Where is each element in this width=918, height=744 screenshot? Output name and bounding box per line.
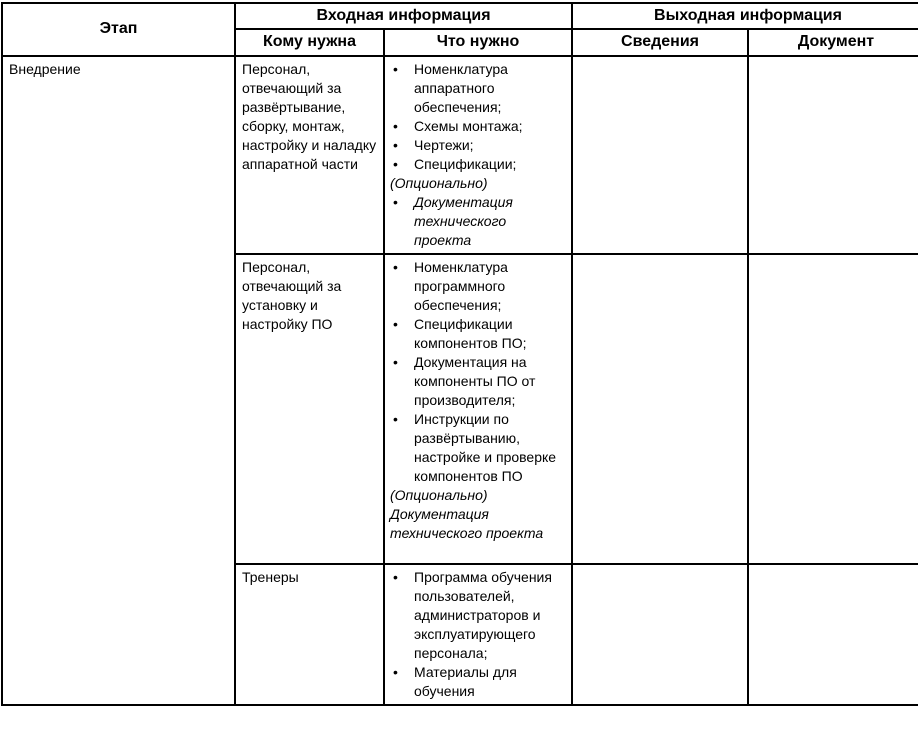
note-line [390, 505, 565, 543]
bullet-icon: • [393, 664, 398, 680]
list-item-text: Чертежи; [414, 137, 474, 153]
dokument-cell-software [748, 254, 918, 564]
what-cell-software [384, 254, 572, 564]
list-item-text: Документация на компоненты ПО от производителя; [414, 354, 536, 408]
what-cell-hardware [384, 56, 572, 254]
bullet-icon: • [393, 411, 398, 427]
list-item-text: Инструкции по развёртыванию, настройке и проверке компонентов ПО [414, 411, 557, 484]
who-cell-hardware: Персонал, отвечающий за развёртывание, сборку, монтаж, настройку и наладку аппаратной части [235, 56, 384, 254]
bullet-item [390, 117, 565, 136]
list-item-text: Документация технического проекта [390, 506, 544, 541]
bullet-icon: • [393, 316, 398, 332]
list-item-text: (Опционально) [390, 175, 488, 191]
bullet-icon: • [393, 61, 398, 77]
list-item-text: Программа обучения пользователей, администраторов и эксплуатирующего персонала; [414, 569, 552, 661]
header-output-dokument: Документ [748, 29, 918, 56]
header-stage: Этап [2, 3, 235, 56]
who-cell-trainers: Тренеры [235, 564, 384, 705]
bullet-item [390, 315, 565, 353]
header-row-groups [2, 3, 918, 29]
list-item-text: Спецификации компонентов ПО; [414, 316, 527, 351]
note-line [390, 174, 565, 193]
svedeniya-cell-hardware [572, 56, 748, 254]
bullet-list-software [390, 258, 565, 543]
list-item-text: Номенклатура аппаратного обеспечения; [414, 61, 508, 115]
bullet-icon: • [393, 118, 398, 134]
bullet-item [390, 60, 565, 117]
list-item-text: Номенклатура программного обеспечения; [414, 259, 508, 313]
bullet-item [390, 663, 565, 701]
bullet-item [390, 353, 565, 410]
bullet-item [390, 568, 565, 663]
list-item-text: Документация технического проекта [414, 194, 513, 248]
dokument-cell-trainers [748, 564, 918, 705]
bullet-list-hardware [390, 60, 565, 250]
bullet-item [390, 193, 565, 250]
list-item-text: Материалы для обучения [414, 664, 517, 699]
bullet-item [390, 136, 565, 155]
header-input-what: Что нужно [384, 29, 572, 56]
what-cell-trainers [384, 564, 572, 705]
list-item-text: Спецификации; [414, 156, 517, 172]
who-cell-software: Персонал, отвечающий за установку и настройку ПО [235, 254, 384, 564]
table-row-hardware [2, 56, 918, 254]
header-output-svedeniya: Сведения [572, 29, 748, 56]
header-output-group: Выходная информация [572, 3, 918, 29]
header-input-group: Входная информация [235, 3, 572, 29]
bullet-item [390, 155, 565, 174]
bullet-icon: • [393, 354, 398, 370]
bullet-item [390, 258, 565, 315]
bullet-icon: • [393, 569, 398, 585]
bullet-icon: • [393, 137, 398, 153]
list-item-text: Схемы монтажа; [414, 118, 523, 134]
bullet-item [390, 410, 565, 486]
stage-cell: Внедрение [2, 56, 235, 705]
stage-io-table [1, 2, 918, 706]
bullet-list-trainers [390, 568, 565, 701]
dokument-cell-hardware [748, 56, 918, 254]
note-line [390, 486, 565, 505]
svedeniya-cell-trainers [572, 564, 748, 705]
bullet-icon: • [393, 194, 398, 210]
bullet-icon: • [393, 259, 398, 275]
header-input-who: Кому нужна [235, 29, 384, 56]
list-item-text: (Опционально) [390, 487, 488, 503]
svedeniya-cell-software [572, 254, 748, 564]
bullet-icon: • [393, 156, 398, 172]
